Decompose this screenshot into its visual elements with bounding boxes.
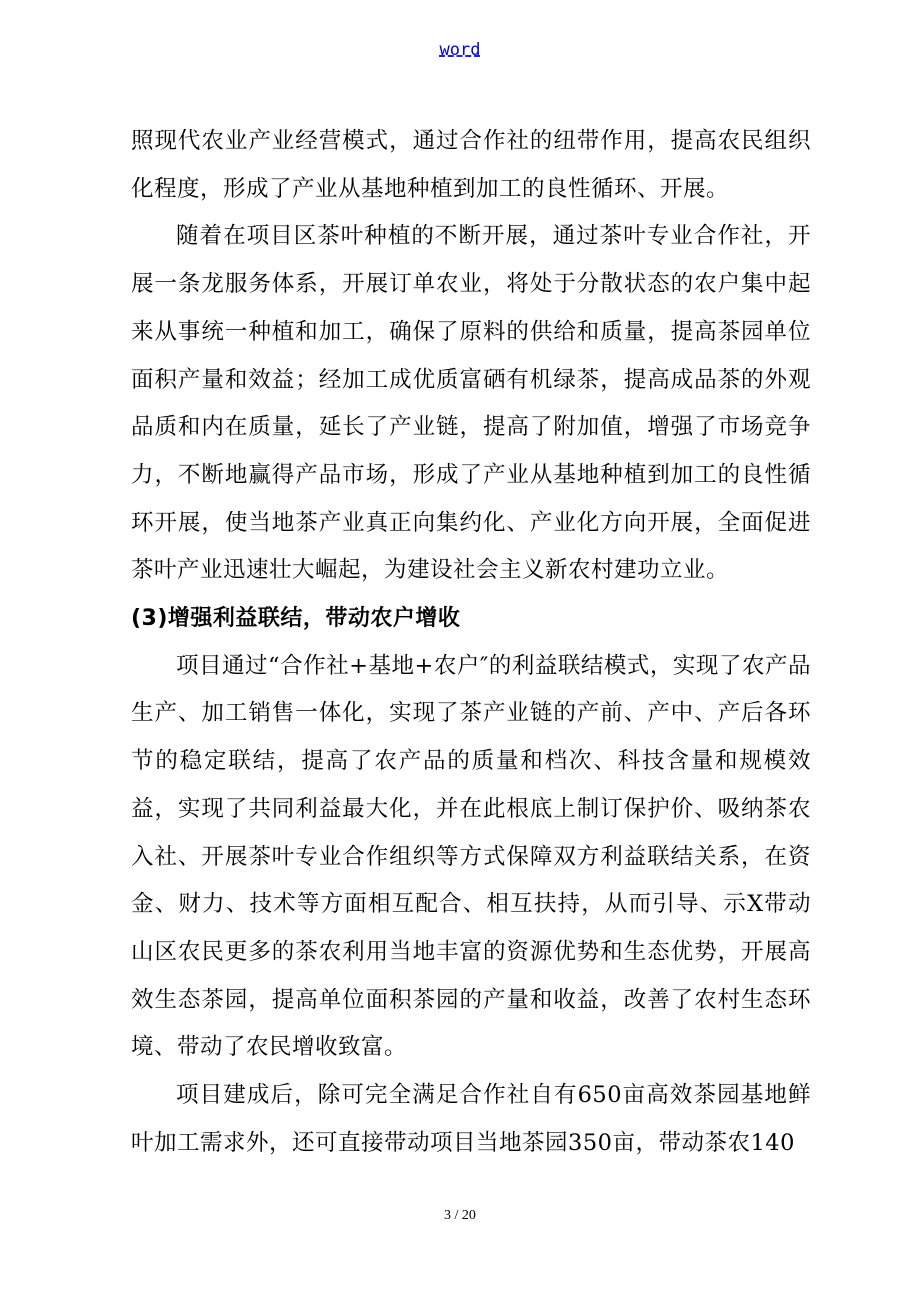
paragraph-project-completion: 项目建成后，除可完全满足合作社自有650亩高效茶园基地鲜叶加工需求外，还可直接带动项目当地茶园350亩，带动茶农140	[131, 1082, 811, 1156]
document-body	[131, 118, 811, 1167]
paragraph-tea-development: 随着在项目区茶叶种植的不断开展，通过茶叶专业合作社，开展一条龙服务体系，开展订单农业，将处于分散状态的农户集中起来从事统一种植和加工，确保了原料的供给和质量，提高茶园单位面积产量和效益；经加工成优质富硒有机绿茶，提高成品茶的外观品质和内在质量，延长了产业链，提高了附加值，增强了市场竞争力，不断地赢得产品市场，形成了产业从基地种植到加工的良性循环开展，使当地茶产业真正向集约化、产业化方向开展，全面促进茶叶产业迅速壮大崛起，为建设社会主义新农村建功立业。	[131, 223, 811, 584]
section-heading: (3)增强利益联结，带动农户增收	[131, 606, 461, 632]
paragraph-benefit-linkage: 项目通过“合作社+基地+农户″的利益联结模式，实现了农产品生产、加工销售一体化，实现了茶产业链的产前、产中、产后各环节的稳定联结，提高了农产品的质量和档次、科技含量和规模效益，实现了共同利益最大化，并在此根底上制订保护价、吸纳茶农入社、开展茶叶专业合作组织等方式保障双方利益联结关系，在资金、财力、技术等方面相互配合、相互扶持，从而引导、示X带动山区农民更多的茶农利用当地丰富的资源优势和生态优势，开展高效生态茶园，提高单位面积茶园的产量和收益，改善了农村生态环境、带动了农民增收致富。	[131, 652, 811, 1061]
page-number: 3 / 20	[444, 1208, 476, 1223]
paragraph-continuation: 照现代农业产业经营模式，通过合作社的纽带作用，提高农民组织化程度，形成了产业从基地种植到加工的良性循环、开展。	[131, 128, 811, 202]
header-word-link[interactable]: word	[439, 40, 481, 60]
